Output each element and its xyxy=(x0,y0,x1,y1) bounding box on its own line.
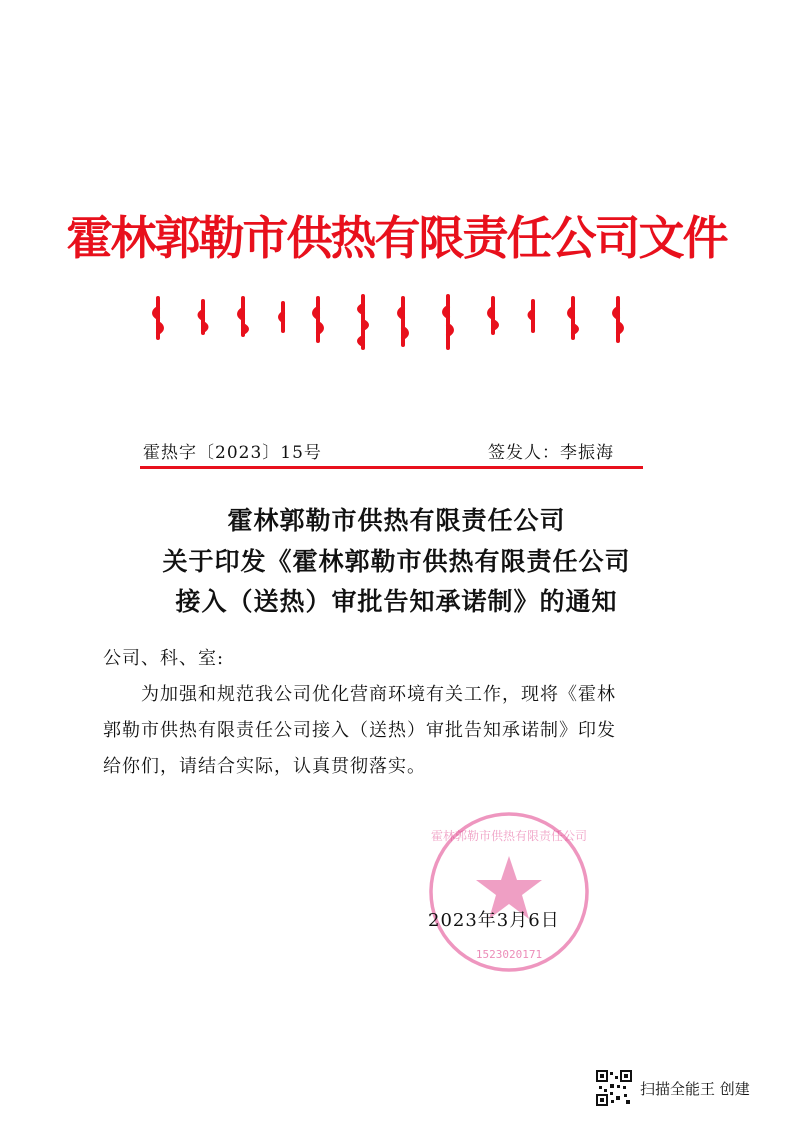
issue-date: 2023年3月6日 xyxy=(428,910,560,931)
official-seal-stamp xyxy=(425,808,593,976)
notice-title-line3: 接入（送热）审批告知承诺制》的通知 xyxy=(175,587,618,616)
qr-code-icon xyxy=(596,1070,632,1106)
body-paragraph-line2: 郭勒市供热有限责任公司接入（送热）审批告知承诺制》印发 xyxy=(103,720,616,741)
body-paragraph-line1: 为加强和规范我公司优化营商环境有关工作，现将《霍林 xyxy=(141,684,616,705)
signer: 签发人：李振海 xyxy=(488,443,614,463)
body-paragraph-line3: 给你们，请结合实际，认真贯彻落实。 xyxy=(103,756,426,777)
notice-title-line1: 霍林郭勒市供热有限责任公司 xyxy=(227,506,566,535)
salutation: 公司、科、室: xyxy=(103,648,225,669)
svg-text:1523020171: 1523020171 xyxy=(475,948,543,961)
notice-title-line2: 关于印发《霍林郭勒市供热有限责任公司 xyxy=(162,547,631,576)
svg-text:霍林郭勒市供热有限责任公司: 霍林郭勒市供热有限责任公司 xyxy=(430,829,588,843)
scanner-watermark-label: 扫描全能王 创建 xyxy=(640,1080,750,1098)
document-number: 霍热字〔2023〕15号 xyxy=(143,443,322,463)
red-divider-line xyxy=(140,466,643,469)
document-header-title: 霍林郭勒市供热有限责任公司文件 xyxy=(66,211,727,265)
mongolian-script-header xyxy=(148,293,648,351)
